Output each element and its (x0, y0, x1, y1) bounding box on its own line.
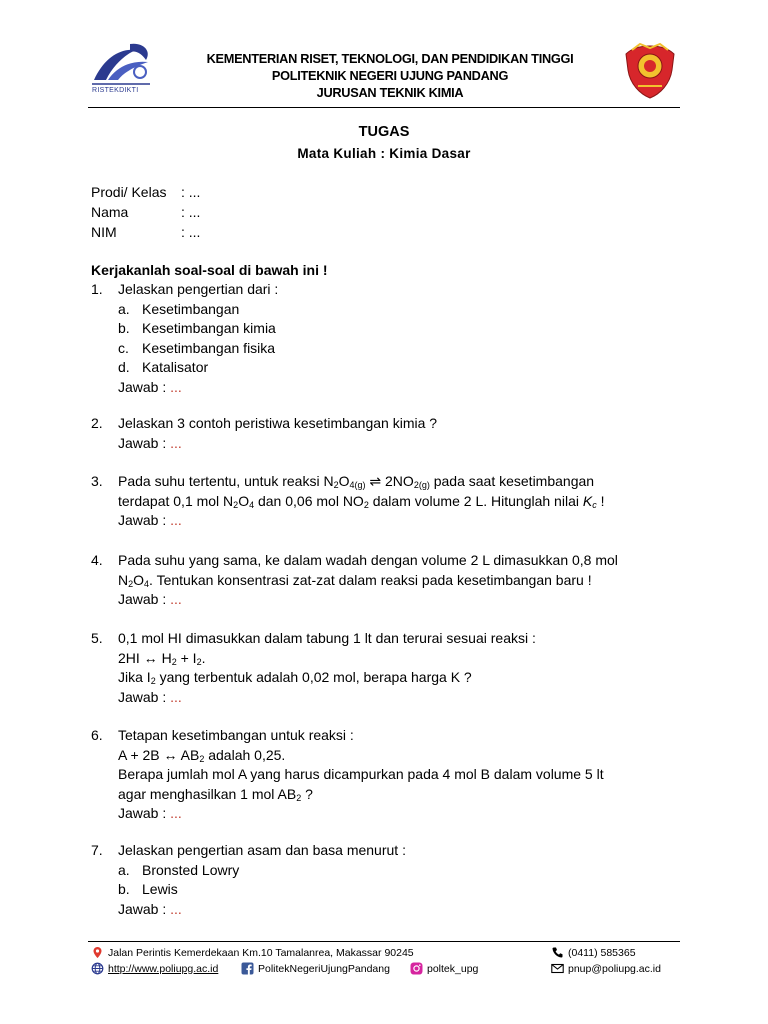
footer-instagram[interactable] (410, 962, 478, 975)
instagram-icon (410, 962, 423, 975)
ident-prodi-kelas (91, 184, 200, 200)
list-item: d. Katalisator (118, 359, 209, 376)
ident-value: : ... (181, 204, 201, 220)
question-text: Berapa jumlah mol A yang harus dicampurkan pada 4 mol B dalam volume 5 lt (118, 766, 604, 783)
answer-line: Jawab : ... (118, 378, 182, 395)
question-text: Jelaskan pengertian dari : (118, 281, 279, 297)
instruction: Kerjakanlah soal-soal di bawah ini ! (91, 262, 328, 278)
ident-nama (91, 204, 200, 220)
question-6 (91, 726, 691, 824)
question-number: 4. (91, 552, 103, 568)
list-item: b. Kesetimbangan kimia (118, 320, 276, 337)
list-item: c. Kesetimbangan fisika (118, 339, 276, 356)
list-item: a. Kesetimbangan (118, 300, 240, 317)
ident-value: : ... (181, 224, 201, 240)
institution-title: POLITEKNIK NEGERI UJUNG PANDANG (271, 68, 509, 83)
question-5 (91, 629, 691, 707)
ministry-title: KEMENTERIAN RISET, TEKNOLOGI, DAN PENDIDIKAN TINGGI (206, 51, 574, 66)
footer-phone: (0411) 585365 (551, 946, 636, 959)
question-text: Jelaskan 3 contoh peristiwa kesetimbangan kimia ? (118, 415, 438, 431)
envelope-icon (551, 962, 564, 975)
answer-line: Jawab : ... (118, 434, 182, 451)
reaction-equation: 2HI ↔ $H_2 + I_2$. (118, 649, 206, 667)
answer-line: Jawab : ... (118, 591, 182, 608)
document-title: TUGAS (358, 124, 410, 140)
question-number: 1. (91, 281, 103, 297)
question-number: 3. (91, 473, 103, 489)
ristekdikti-logo (90, 40, 156, 88)
footer-address: Jalan Perintis Kemerdekaan Km.10 Tamalanrea, Makassar 90245 (91, 946, 414, 959)
map-pin-icon (91, 946, 104, 959)
question-text: terdapat 0,1 mol $N_2O_4$ dan 0,06 mol $NO_2$ dalam volume 2 L. Hitunglah nilai $K_c$ ! (118, 492, 605, 510)
footer-email[interactable] (551, 962, 661, 975)
question-text: Jelaskan pengertian asam dan basa menurut : (118, 842, 406, 858)
list-item: b. Lewis (118, 881, 178, 898)
footer-facebook[interactable] (241, 962, 390, 975)
question-number: 2. (91, 415, 103, 431)
footer-website[interactable] (91, 962, 218, 975)
question-text: Tetapan kesetimbangan untuk reaksi : (118, 727, 354, 743)
pnup-seal-logo (622, 40, 678, 100)
phone-icon (551, 946, 564, 959)
answer-line: Jawab : ... (118, 805, 182, 822)
question-text: Pada suhu yang sama, ke dalam wadah dengan volume 2 L dimasukkan 0,8 mol (118, 552, 618, 568)
header-titles (150, 50, 630, 101)
header-divider (88, 107, 680, 108)
question-7 (91, 841, 691, 919)
footer-divider (88, 941, 680, 942)
question-number: 5. (91, 630, 103, 646)
question-text: 0,1 mol HI dimasukkan dalam tabung 1 lt dan terurai sesuai reaksi : (118, 630, 536, 646)
question-number: 7. (91, 842, 103, 858)
list-item: a. Bronsted Lowry (118, 861, 240, 878)
ident-value: : ... (181, 184, 201, 200)
question-2 (91, 414, 691, 453)
equilibrium-arrow: ⇌ (369, 473, 382, 489)
question-1 (91, 280, 691, 398)
document-subtitle: Mata Kuliah : Kimia Dasar (297, 146, 471, 161)
ident-label: NIM (91, 224, 117, 240)
question-3 (91, 472, 691, 531)
ident-label: Nama (91, 204, 129, 220)
website-link[interactable]: http://www.poliupg.ac.id (108, 962, 219, 975)
ident-label: Prodi/ Kelas (91, 184, 167, 200)
answer-line: Jawab : ... (118, 688, 182, 705)
question-4 (91, 551, 691, 610)
question-text: agar menghasilkan 1 mol $AB_2$ ? (118, 785, 313, 803)
ident-nim (91, 224, 200, 240)
globe-icon (91, 962, 104, 975)
answer-line: Jawab : ... (118, 900, 182, 917)
question-number: 6. (91, 727, 103, 743)
instagram-handle[interactable]: poltek_upg (427, 962, 479, 975)
facebook-handle[interactable]: PolitekNegeriUjungPandang (258, 962, 390, 975)
question-text: Jika $I_2$ yang terbentuk adalah 0,02 mol, berapa harga K ? (118, 669, 472, 687)
department-title: JURUSAN TEKNIK KIMIA (316, 85, 464, 100)
reaction-equation: A + 2B ↔ $AB_2$ adalah 0,25. (118, 746, 286, 764)
facebook-icon (241, 962, 254, 975)
question-text: Pada suhu tertentu, untuk reaksi $N_2O_{4(g)}$ ⇌ $2NO_{2(g)}$ pada saat kesetimbangan (118, 473, 595, 490)
ristekdikti-logo-text: RISTEKDIKTI (92, 87, 139, 94)
answer-line: Jawab : ... (118, 512, 182, 529)
question-text: $N_2O_4$. Tentukan konsentrasi zat-zat dalam reaksi pada kesetimbangan baru ! (118, 571, 592, 589)
email-address[interactable]: pnup@poliupg.ac.id (568, 962, 661, 975)
